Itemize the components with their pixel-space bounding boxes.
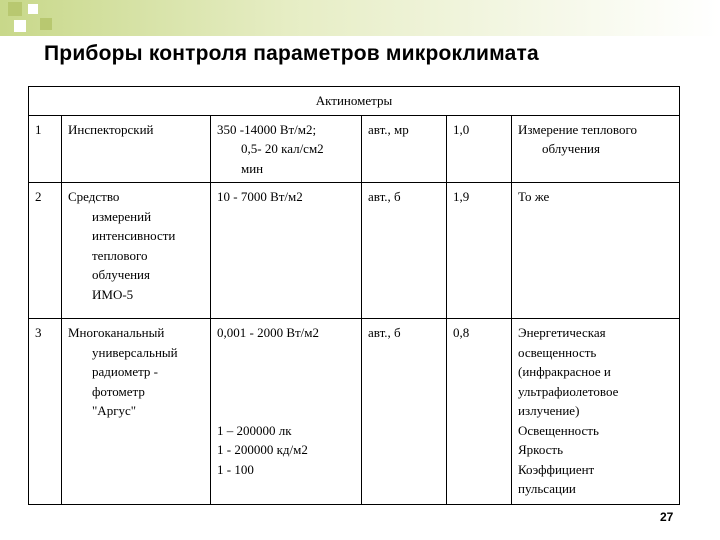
weight-value: 1,0	[447, 115, 512, 183]
purpose	[512, 183, 680, 319]
decoration-square	[14, 20, 26, 32]
measurement-range	[211, 319, 362, 505]
name-line: облучения	[92, 267, 150, 282]
range-line: 350 -14000 Вт/м2;	[217, 121, 317, 137]
header-decoration-band	[0, 0, 720, 36]
table-header-row	[29, 87, 680, 116]
range-line: 1 - 200000 кд/м2	[217, 442, 308, 457]
purpose-line: облучения	[542, 141, 600, 156]
purpose-line: То же	[518, 189, 550, 204]
power-type: авт., мр	[362, 115, 447, 183]
name-line: интенсивности	[92, 228, 176, 243]
table-row	[29, 319, 680, 505]
table-row	[29, 115, 680, 183]
name-line: теплового	[92, 247, 148, 263]
decoration-square	[8, 2, 22, 16]
purpose-line: освещенность	[518, 344, 597, 360]
purpose	[512, 115, 680, 183]
weight-value: 1,9	[447, 183, 512, 319]
power-type: авт., б	[362, 183, 447, 319]
page-number: 27	[660, 510, 674, 524]
instrument-name	[62, 183, 211, 319]
power-type: авт., б	[362, 319, 447, 505]
name-line: Инспекторский	[68, 121, 154, 137]
measurement-range	[211, 115, 362, 183]
name-line: "Аргус"	[92, 403, 137, 418]
row-number: 3	[29, 319, 62, 505]
table-row	[29, 183, 680, 319]
purpose	[512, 319, 680, 505]
instrument-name	[62, 115, 211, 183]
row-number: 2	[29, 183, 62, 319]
purpose-line: Коэффициент	[518, 461, 595, 477]
instruments-table	[28, 86, 680, 505]
purpose-line: Энергетическая	[518, 325, 606, 340]
purpose-line: ультрафиолетовое	[518, 383, 619, 399]
purpose-line: пульсации	[518, 481, 576, 496]
table-header: Актинометры	[29, 87, 680, 116]
range-line: 1 - 100	[217, 461, 254, 477]
range-line: мин	[241, 160, 264, 176]
name-line: измерений	[92, 208, 152, 224]
purpose-line: Измерение теплового	[518, 121, 637, 137]
purpose-line: Яркость	[518, 442, 564, 457]
name-line: Средство	[68, 189, 120, 204]
weight-value: 0,8	[447, 319, 512, 505]
purpose-line: (инфракрасное и	[518, 364, 611, 379]
purpose-line: излучение)	[518, 403, 580, 418]
range-line: 10 - 7000 Вт/м2	[217, 189, 303, 204]
slide-title: Приборы контроля параметров микроклимата	[44, 42, 539, 65]
name-line: Многоканальный	[68, 325, 165, 340]
name-line: ИМО-5	[92, 286, 134, 302]
range-line: 1 – 200000 лк	[217, 422, 292, 438]
range-line: 0,001 - 2000 Вт/м2	[217, 325, 320, 340]
row-number: 1	[29, 115, 62, 183]
purpose-line: Освещенность	[518, 422, 599, 438]
instrument-name	[62, 319, 211, 505]
decoration-square	[40, 18, 52, 30]
measurement-range	[211, 183, 362, 319]
range-line: 0,5- 20 кал/см2	[241, 141, 324, 156]
name-line: фотометр	[92, 383, 145, 399]
decoration-square	[28, 4, 38, 14]
name-line: универсальный	[92, 344, 178, 360]
name-line: радиометр -	[92, 364, 159, 379]
